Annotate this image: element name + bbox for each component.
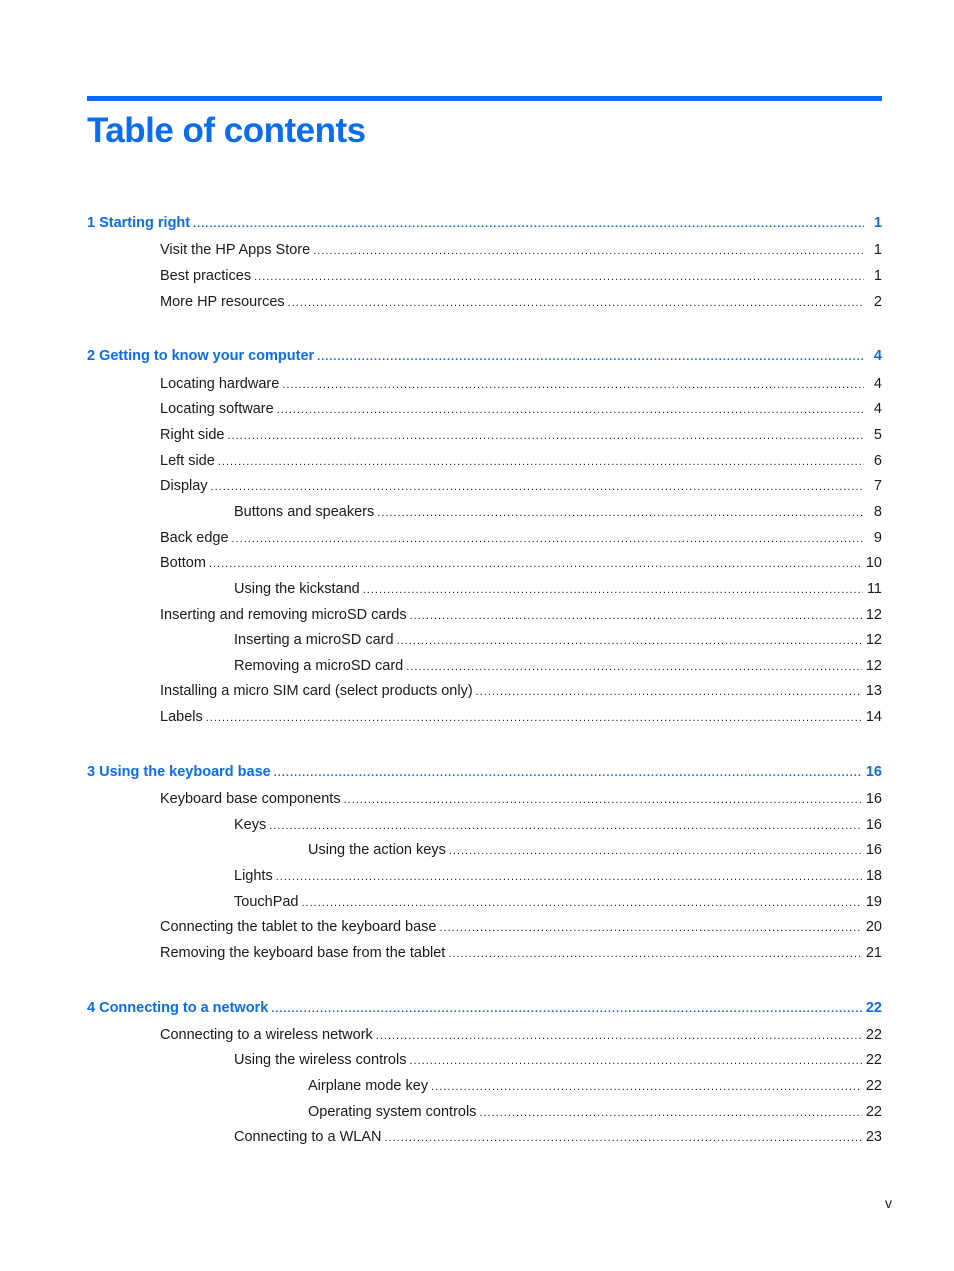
toc-page-number: 22 bbox=[865, 1052, 882, 1068]
toc-entry-title: Connecting to a WLAN bbox=[234, 1129, 382, 1145]
toc-chapter-link[interactable] bbox=[87, 346, 882, 366]
dot-leader bbox=[271, 999, 862, 1019]
dot-leader bbox=[274, 763, 862, 783]
dot-leader bbox=[277, 400, 864, 420]
toc-entry-link[interactable] bbox=[160, 681, 882, 701]
toc-entry-link[interactable] bbox=[234, 630, 882, 650]
toc-entry-link[interactable] bbox=[160, 266, 882, 286]
toc-entry-title: Keys bbox=[234, 817, 267, 833]
toc-entry-title: Lights bbox=[234, 868, 273, 884]
toc-entry-link[interactable] bbox=[308, 1102, 882, 1122]
toc-page-number: 7 bbox=[873, 478, 882, 494]
dot-leader bbox=[206, 708, 862, 728]
toc-page-number: 4 bbox=[873, 348, 882, 364]
toc-entry-title: Labels bbox=[160, 709, 203, 725]
toc-entry-title: 3 Using the keyboard base bbox=[87, 764, 271, 780]
toc-entry-link[interactable] bbox=[308, 1076, 882, 1096]
page-title: Table of contents bbox=[87, 111, 366, 150]
toc-page-number: 16 bbox=[865, 764, 882, 780]
dot-leader bbox=[218, 452, 864, 472]
toc-entry-link[interactable] bbox=[160, 605, 882, 625]
dot-leader bbox=[376, 1026, 862, 1046]
toc-page-number: 21 bbox=[865, 945, 882, 961]
toc-entry-title: Left side bbox=[160, 453, 215, 469]
dot-leader bbox=[193, 214, 864, 234]
toc-entry-title: Airplane mode key bbox=[308, 1078, 429, 1094]
toc-page-number: 2 bbox=[873, 294, 882, 310]
dot-leader bbox=[479, 1103, 861, 1123]
dot-leader bbox=[302, 893, 862, 913]
toc-entry-title: Bottom bbox=[160, 555, 206, 571]
toc-entry-title: Connecting the tablet to the keyboard base bbox=[160, 919, 437, 935]
toc-page-number: 12 bbox=[865, 632, 882, 648]
toc-entry-title: Locating software bbox=[160, 401, 274, 417]
toc-entry-title: Inserting a microSD card bbox=[234, 632, 394, 648]
toc-entry-link[interactable] bbox=[308, 840, 882, 860]
toc-entry-link[interactable] bbox=[160, 707, 882, 727]
toc-page-number: 14 bbox=[865, 709, 882, 725]
toc-entry-title: Display bbox=[160, 478, 208, 494]
toc-entry-link[interactable] bbox=[160, 292, 882, 312]
toc-page-number: 11 bbox=[866, 581, 882, 597]
toc-entry-title: Inserting and removing microSD cards bbox=[160, 607, 407, 623]
toc-entry-link[interactable] bbox=[234, 502, 882, 522]
toc-page-number: 5 bbox=[873, 427, 882, 443]
dot-leader bbox=[397, 631, 862, 651]
toc-entry-title: Installing a micro SIM card (select products only) bbox=[160, 683, 473, 699]
toc-entry-title: Keyboard base components bbox=[160, 791, 341, 807]
toc-page-number: 23 bbox=[865, 1129, 882, 1145]
toc-page-number: 22 bbox=[865, 1000, 882, 1016]
dot-leader bbox=[344, 790, 862, 810]
toc-entry-link[interactable] bbox=[160, 425, 882, 445]
dot-leader bbox=[363, 580, 863, 600]
toc-page-number: 16 bbox=[865, 842, 882, 858]
toc-entry-link[interactable] bbox=[234, 579, 882, 599]
toc-entry-title: Removing a microSD card bbox=[234, 658, 404, 674]
toc-page-number: 6 bbox=[873, 453, 882, 469]
page-number: v bbox=[885, 1195, 892, 1211]
toc-page-number: 16 bbox=[865, 791, 882, 807]
toc-entry-title: 4 Connecting to a network bbox=[87, 1000, 269, 1016]
toc-page-number: 1 bbox=[873, 215, 882, 231]
toc-entry-title: Visit the HP Apps Store bbox=[160, 242, 311, 258]
toc-page-number: 8 bbox=[873, 504, 882, 520]
toc-entry-link[interactable] bbox=[234, 1127, 882, 1147]
toc-entry-title: Buttons and speakers bbox=[234, 504, 375, 520]
toc-entry-link[interactable] bbox=[234, 1050, 882, 1070]
toc-chapter-link[interactable] bbox=[87, 213, 882, 233]
dot-leader bbox=[209, 554, 862, 574]
dot-leader bbox=[269, 816, 862, 836]
dot-leader bbox=[385, 1128, 862, 1148]
toc-page-number: 16 bbox=[865, 817, 882, 833]
dot-leader bbox=[288, 293, 864, 313]
toc-entry-link[interactable] bbox=[160, 374, 882, 394]
toc-entry-title: Using the kickstand bbox=[234, 581, 360, 597]
toc-entry-link[interactable] bbox=[160, 399, 882, 419]
toc-page-number: 20 bbox=[865, 919, 882, 935]
toc-page-number: 4 bbox=[873, 401, 882, 417]
toc-page-number: 12 bbox=[865, 658, 882, 674]
toc-page-number: 22 bbox=[865, 1027, 882, 1043]
dot-leader bbox=[410, 606, 862, 626]
toc-entry-link[interactable] bbox=[234, 866, 882, 886]
dot-leader bbox=[313, 241, 864, 261]
toc-page-number: 1 bbox=[873, 268, 882, 284]
toc-chapter-link[interactable] bbox=[87, 762, 882, 782]
dot-leader bbox=[254, 267, 864, 287]
toc-entry-link[interactable] bbox=[160, 917, 882, 937]
toc-page-number: 13 bbox=[865, 683, 882, 699]
toc-entry-title: Locating hardware bbox=[160, 376, 280, 392]
dot-leader bbox=[232, 529, 864, 549]
toc-entry-link[interactable] bbox=[234, 656, 882, 676]
toc-page-number: 19 bbox=[865, 894, 882, 910]
dot-leader bbox=[227, 426, 864, 446]
toc-entry-title: Using the wireless controls bbox=[234, 1052, 407, 1068]
toc-page-number: 12 bbox=[865, 607, 882, 623]
toc-entry-title: Back edge bbox=[160, 530, 229, 546]
dot-leader bbox=[377, 503, 864, 523]
toc-entry-title: 1 Starting right bbox=[87, 215, 191, 231]
toc-entry-link[interactable] bbox=[160, 943, 882, 963]
dot-leader bbox=[317, 347, 864, 367]
toc-entry-title: Using the action keys bbox=[308, 842, 446, 858]
toc-entry-title: More HP resources bbox=[160, 294, 285, 310]
toc-entry-link[interactable] bbox=[160, 451, 882, 471]
toc-entry-title: Removing the keyboard base from the tablet bbox=[160, 945, 446, 961]
dot-leader bbox=[211, 477, 864, 497]
toc-page-number: 22 bbox=[865, 1104, 882, 1120]
toc-entry-title: TouchPad bbox=[234, 894, 299, 910]
toc-entry-link[interactable] bbox=[160, 553, 882, 573]
toc-entry-title: Right side bbox=[160, 427, 225, 443]
dot-leader bbox=[440, 918, 862, 938]
toc-entry-link[interactable] bbox=[234, 815, 882, 835]
toc-entry-link[interactable] bbox=[160, 476, 882, 496]
toc-entry-link[interactable] bbox=[160, 1025, 882, 1045]
dot-leader bbox=[431, 1077, 862, 1097]
toc-page-number: 22 bbox=[865, 1078, 882, 1094]
toc-page-number: 10 bbox=[865, 555, 882, 571]
toc-entry-title: 2 Getting to know your computer bbox=[87, 348, 315, 364]
toc-entry-link[interactable] bbox=[234, 892, 882, 912]
dot-leader bbox=[476, 682, 862, 702]
dot-leader bbox=[406, 657, 862, 677]
toc-page-number: 1 bbox=[873, 242, 882, 258]
dot-leader bbox=[449, 841, 862, 861]
toc-chapter-link[interactable] bbox=[87, 998, 882, 1018]
toc-entry-link[interactable] bbox=[160, 240, 882, 260]
toc-page-number: 18 bbox=[865, 868, 882, 884]
toc-page-number: 9 bbox=[873, 530, 882, 546]
dot-leader bbox=[276, 867, 862, 887]
toc-entry-title: Operating system controls bbox=[308, 1104, 477, 1120]
dot-leader bbox=[282, 375, 864, 395]
toc-entry-link[interactable] bbox=[160, 789, 882, 809]
dot-leader bbox=[448, 944, 862, 964]
dot-leader bbox=[409, 1051, 861, 1071]
toc-entry-link[interactable] bbox=[160, 528, 882, 548]
toc-entry-title: Connecting to a wireless network bbox=[160, 1027, 373, 1043]
toc-page-number: 4 bbox=[873, 376, 882, 392]
toc-entry-title: Best practices bbox=[160, 268, 252, 284]
